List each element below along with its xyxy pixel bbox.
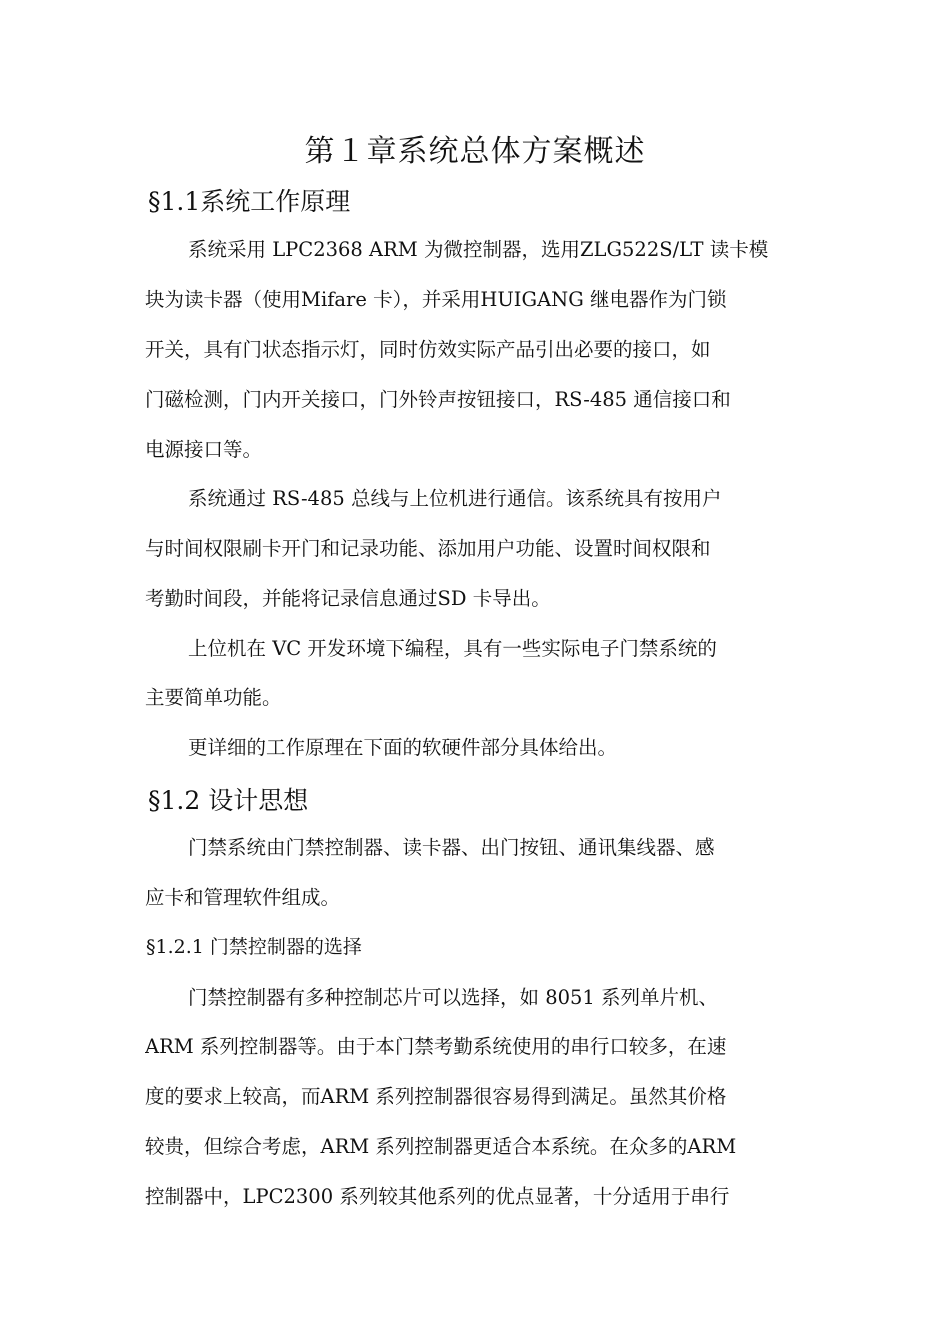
paragraph-line: 系统通过 RS-485 总线与上位机进行通信。该系统具有按用户 bbox=[188, 487, 722, 510]
paragraph-line: 门禁控制器有多种控制芯片可以选择，如 8051 系列单片机、 bbox=[188, 986, 719, 1009]
paragraph-line: 门磁检测，门内开关接口，门外铃声按钮接口，RS-485 通信接口和 bbox=[145, 388, 731, 411]
paragraph-line: 与时间权限刷卡开门和记录功能、添加用户功能、设置时间权限和 bbox=[145, 537, 711, 560]
paragraph-line: 开关，具有门状态指示灯，同时仿效实际产品引出必要的接口，如 bbox=[145, 338, 711, 361]
paragraph-line: 较贵，但综合考虑，ARM 系列控制器更适合本系统。在众多的ARM bbox=[145, 1135, 737, 1158]
paragraph-line: 控制器中，LPC2300 系列较其他系列的优点显著，十分适用于串行 bbox=[145, 1185, 730, 1208]
chapter-title: 第１章系统总体方案概述 bbox=[304, 134, 646, 169]
paragraph-line: 度的要求上较高，而ARM 系列控制器很容易得到满足。虽然其价格 bbox=[145, 1085, 727, 1108]
paragraph-line: 应卡和管理软件组成。 bbox=[145, 886, 341, 909]
paragraph-line: 门禁系统由门禁控制器、读卡器、出门按钮、通讯集线器、感 bbox=[188, 836, 715, 859]
paragraph-line: ARM 系列控制器等。由于本门禁考勤系统使用的串行口较多，在速 bbox=[145, 1035, 727, 1058]
paragraph-line: 主要简单功能。 bbox=[145, 686, 282, 709]
paragraph-line: 考勤时间段，并能将记录信息通过SD 卡导出。 bbox=[145, 587, 551, 610]
paragraph-line: 系统采用 LPC2368 ARM 为微控制器，选用ZLG522S/LT 读卡模 bbox=[188, 238, 769, 261]
subsection-heading-1-2-1: §1.2.1 门禁控制器的选择 bbox=[146, 936, 362, 958]
section-heading-1-2: §1.2 设计思想 bbox=[148, 786, 309, 815]
section-heading-1-1: §1.1系统工作原理 bbox=[148, 187, 351, 216]
paragraph-line: 上位机在 VC 开发环境下编程，具有一些实际电子门禁系统的 bbox=[188, 637, 717, 660]
paragraph-line: 更详细的工作原理在下面的软硬件部分具体给出。 bbox=[188, 736, 618, 759]
paragraph-line: 电源接口等。 bbox=[145, 438, 263, 461]
paragraph-line: 块为读卡器（使用Mifare 卡），并采用HUIGANG 继电器作为门锁 bbox=[145, 288, 727, 311]
